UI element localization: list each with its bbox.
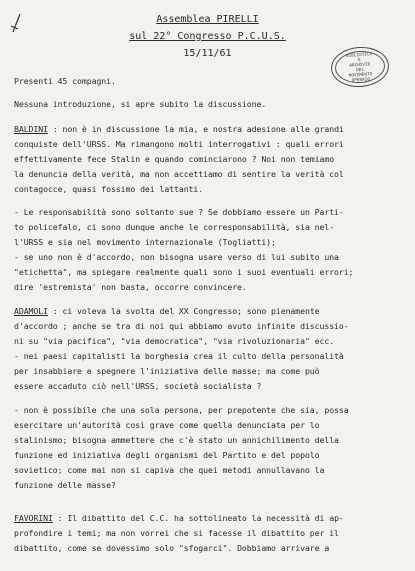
text-line: ADAMOLI : ci voleva la svolta del XX Congresso; sono pienamente — [14, 306, 320, 316]
text-line: - se uno non è d'accordo, non bisogna usare verso di lui subito una — [14, 252, 339, 262]
text-line: to policefalo, ci sono dunque anche le corresponsabilità, sia nel- — [14, 222, 335, 232]
text-line: d'accordo ; anche se tra di noi qui abbiamo avuto infinite discussio- — [14, 321, 349, 331]
text-line: dire 'estremista' non basta, occorre convincere. — [14, 282, 247, 292]
speaker-name: FAVORINI — [14, 513, 53, 523]
speaker-name: BALDINI — [14, 124, 48, 134]
text-line: ni su "via pacifica", "via democratica", "via rivoluzionaria" ecc. — [14, 336, 335, 346]
text-line: esercitare un'autorità così grave come quella denunciata per lo — [14, 420, 320, 430]
text-line: l'URSS e sia nel movimento internazionale (Togliatti); — [14, 237, 276, 247]
text-line: sovietico; come mai non si capiva che quei metodi annullavano la — [14, 465, 325, 475]
text-line: per insabbiare e spegnere l'iniziativa delle masse; ma come può — [14, 366, 320, 376]
speaker-name: ADAMOLI — [14, 306, 48, 316]
intro-line: Nessuna introduzione, si apre subito la discussione. — [14, 99, 267, 109]
text-line: BALDINI : non è in discussione la mia, e nostra adesione alle grandi — [14, 124, 344, 134]
text-line: funzione ed iniziativa degli organismi del Partito e del popolo — [14, 450, 320, 460]
text-line: dibattito, come se dovessimo solo "sfogarci". Dobbiamo arrivare a — [14, 543, 330, 553]
document-subtitle: sul 22° Congresso P.C.U.S. — [129, 31, 286, 42]
document-date: 15/11/61 — [183, 48, 232, 59]
text-line: effettivamente fece Stalin e quando cominciarono ? Noi non temiamo — [14, 154, 335, 164]
archive-stamp: BIBLIOTECA E ARCHIVIO DEL MOVIMENTO OPERAIO — [330, 45, 391, 89]
text-line: conquiste dell'URSS. Ma rimangono molti interrogativi : quali errori — [14, 139, 344, 149]
document-title: Assemblea PIRELLI — [156, 14, 259, 25]
text-line: FAVORINI : Il dibattito del C.C. ha sottolineato la necessità di ap- — [14, 513, 344, 523]
text-line: la denuncia della verità, ma non accettiamo di sentire la verità col — [14, 169, 344, 179]
text-line: - non è possibile che una sola persona, per prepotente che sia, possa — [14, 405, 349, 415]
text-line: "etichetta", ma spiegare realmente quali sono i suoi eventuali errori; — [14, 267, 354, 277]
text-line: funzione delle masse? — [14, 480, 116, 490]
text-line: - nei paesi capitalisti la borghesia crea il culto della personalità — [14, 351, 344, 361]
text-line: stalinismo; bisogna ammettere che c'è stato un annichilimento della — [14, 435, 339, 445]
attendance-line: Presenti 45 compagni. — [14, 76, 116, 86]
text-line: profondire i temi; ma non vorrei che si facesse il dibattito per il — [14, 528, 339, 538]
text-line: contagocce, quasi fossimo dei lattanti. — [14, 184, 204, 194]
text-line: essere accaduto ciò nell'URSS, società socialista ? — [14, 381, 262, 391]
text-line: - Le responsabilità sono soltanto sue ? Se dobbiamo essere un Parti- — [14, 207, 344, 217]
